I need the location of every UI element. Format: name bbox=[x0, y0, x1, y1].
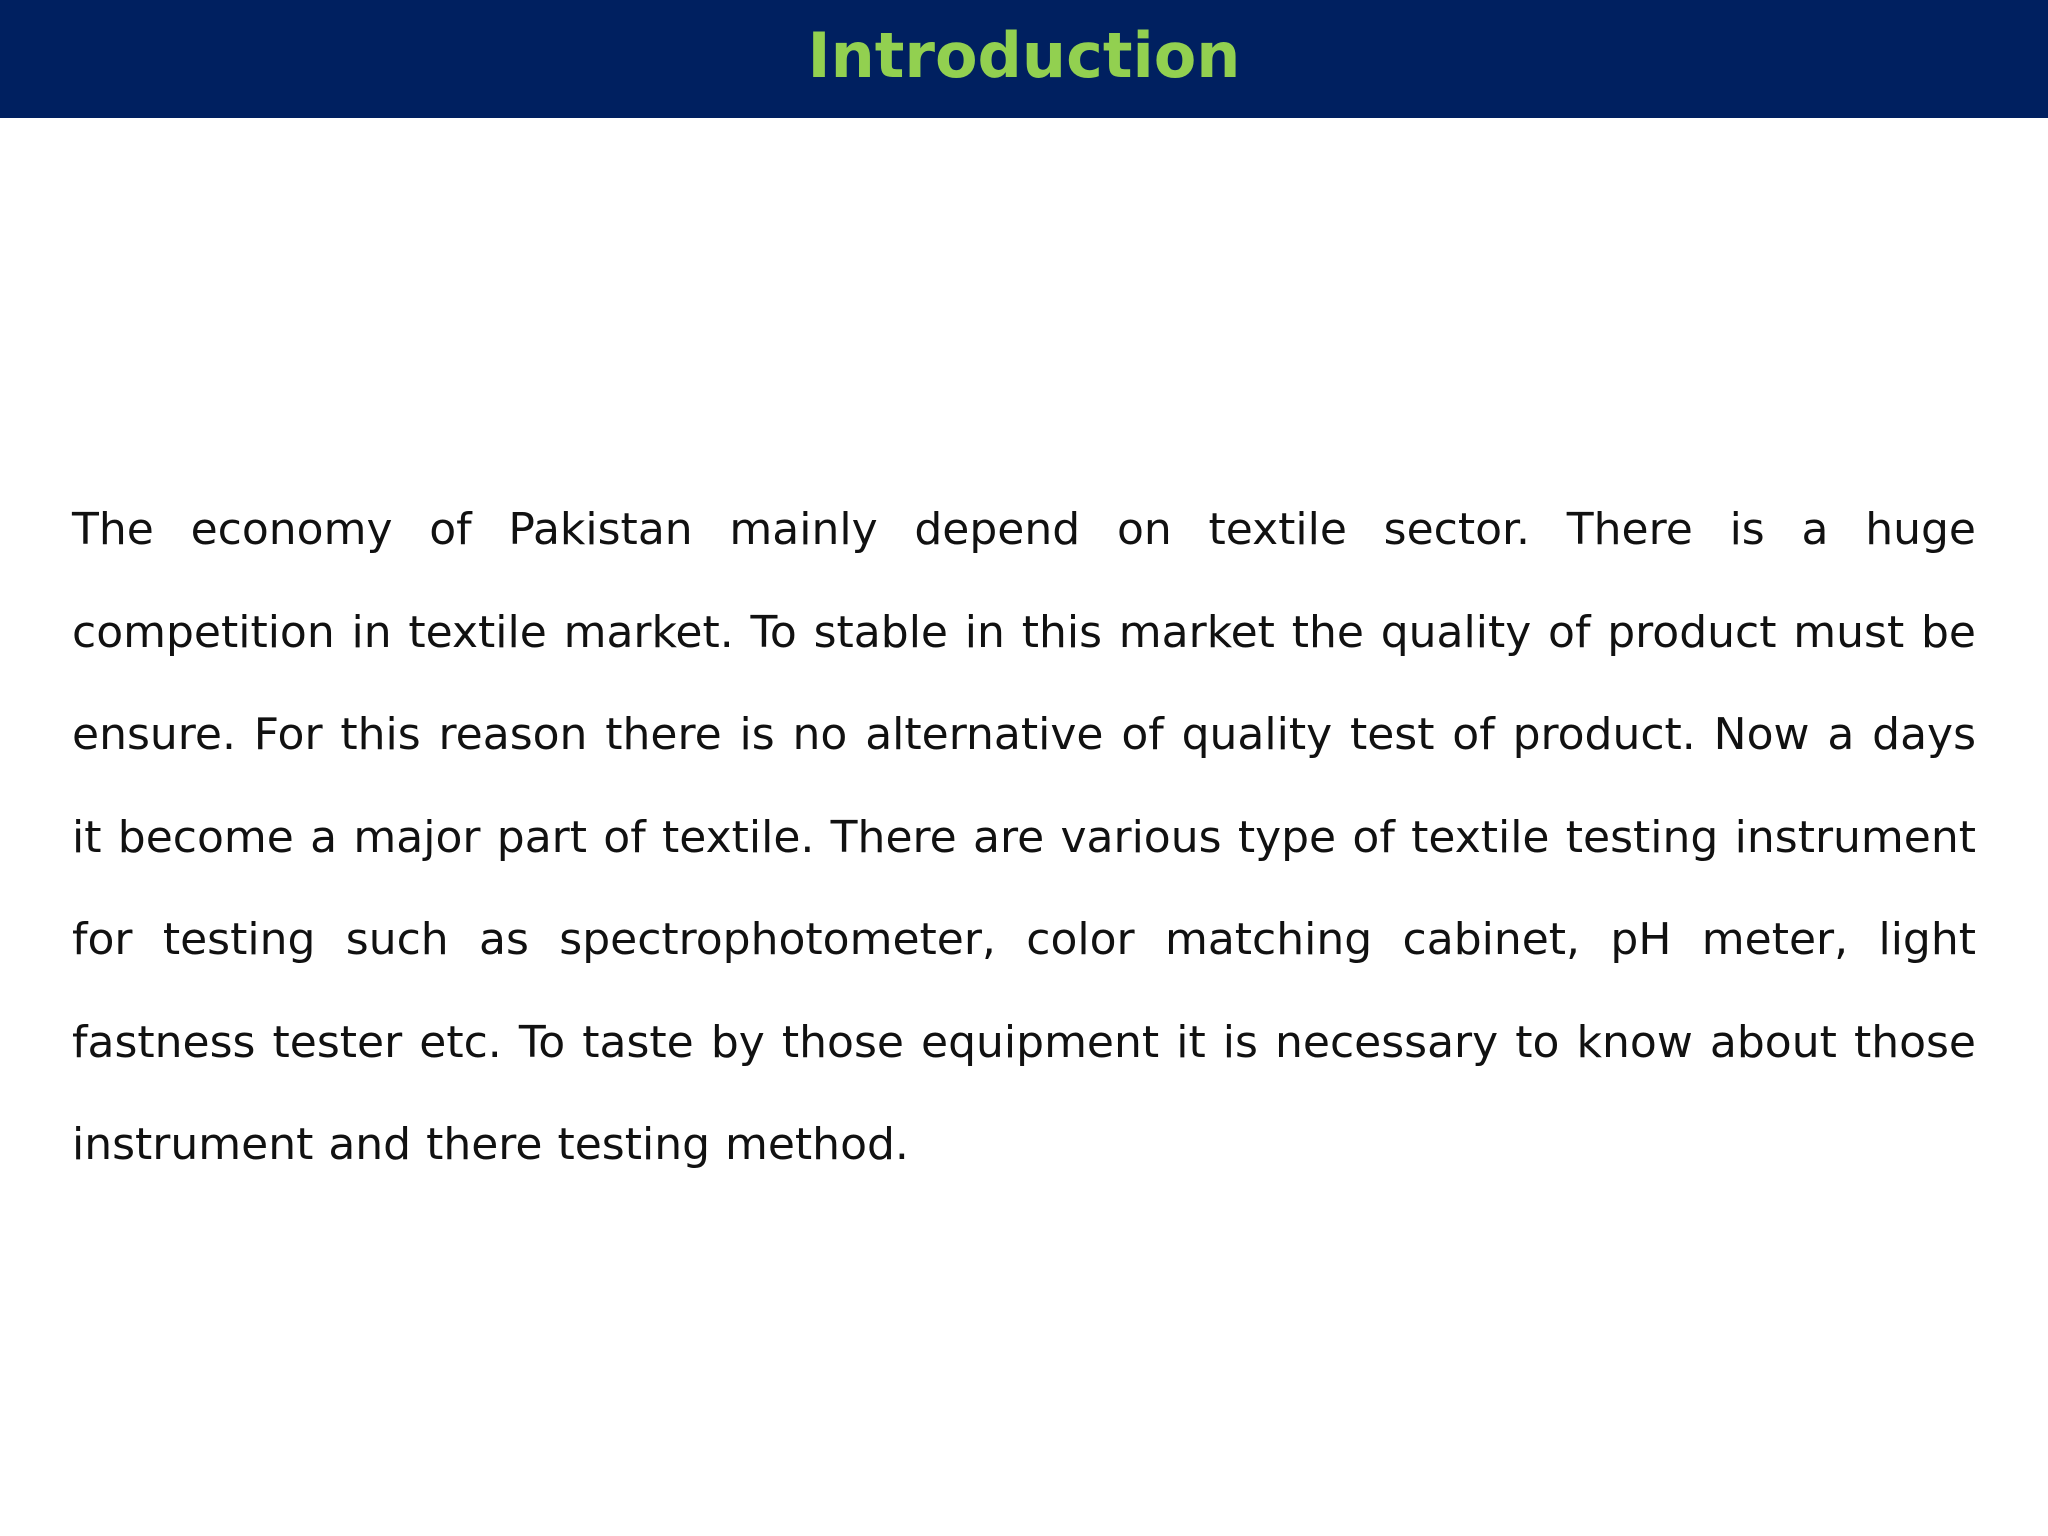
body-paragraph: The economy of Pakistan mainly depend on textile sector. There is a huge competition in textile market. To stable in this market the quality of product must be ensure. For this reason there is no alternative of quality test of product. Now a days it become a major part of textile. There are various type of textile testing instrument for testing such as spectrophotometer, color matching cabinet, pH meter, light fastness tester etc. To taste by those equipment it is necessary to know about those instrument and there testing method. bbox=[72, 504, 1976, 1170]
slide-title: Introduction bbox=[807, 19, 1241, 92]
title-bar bbox=[0, 0, 2048, 118]
